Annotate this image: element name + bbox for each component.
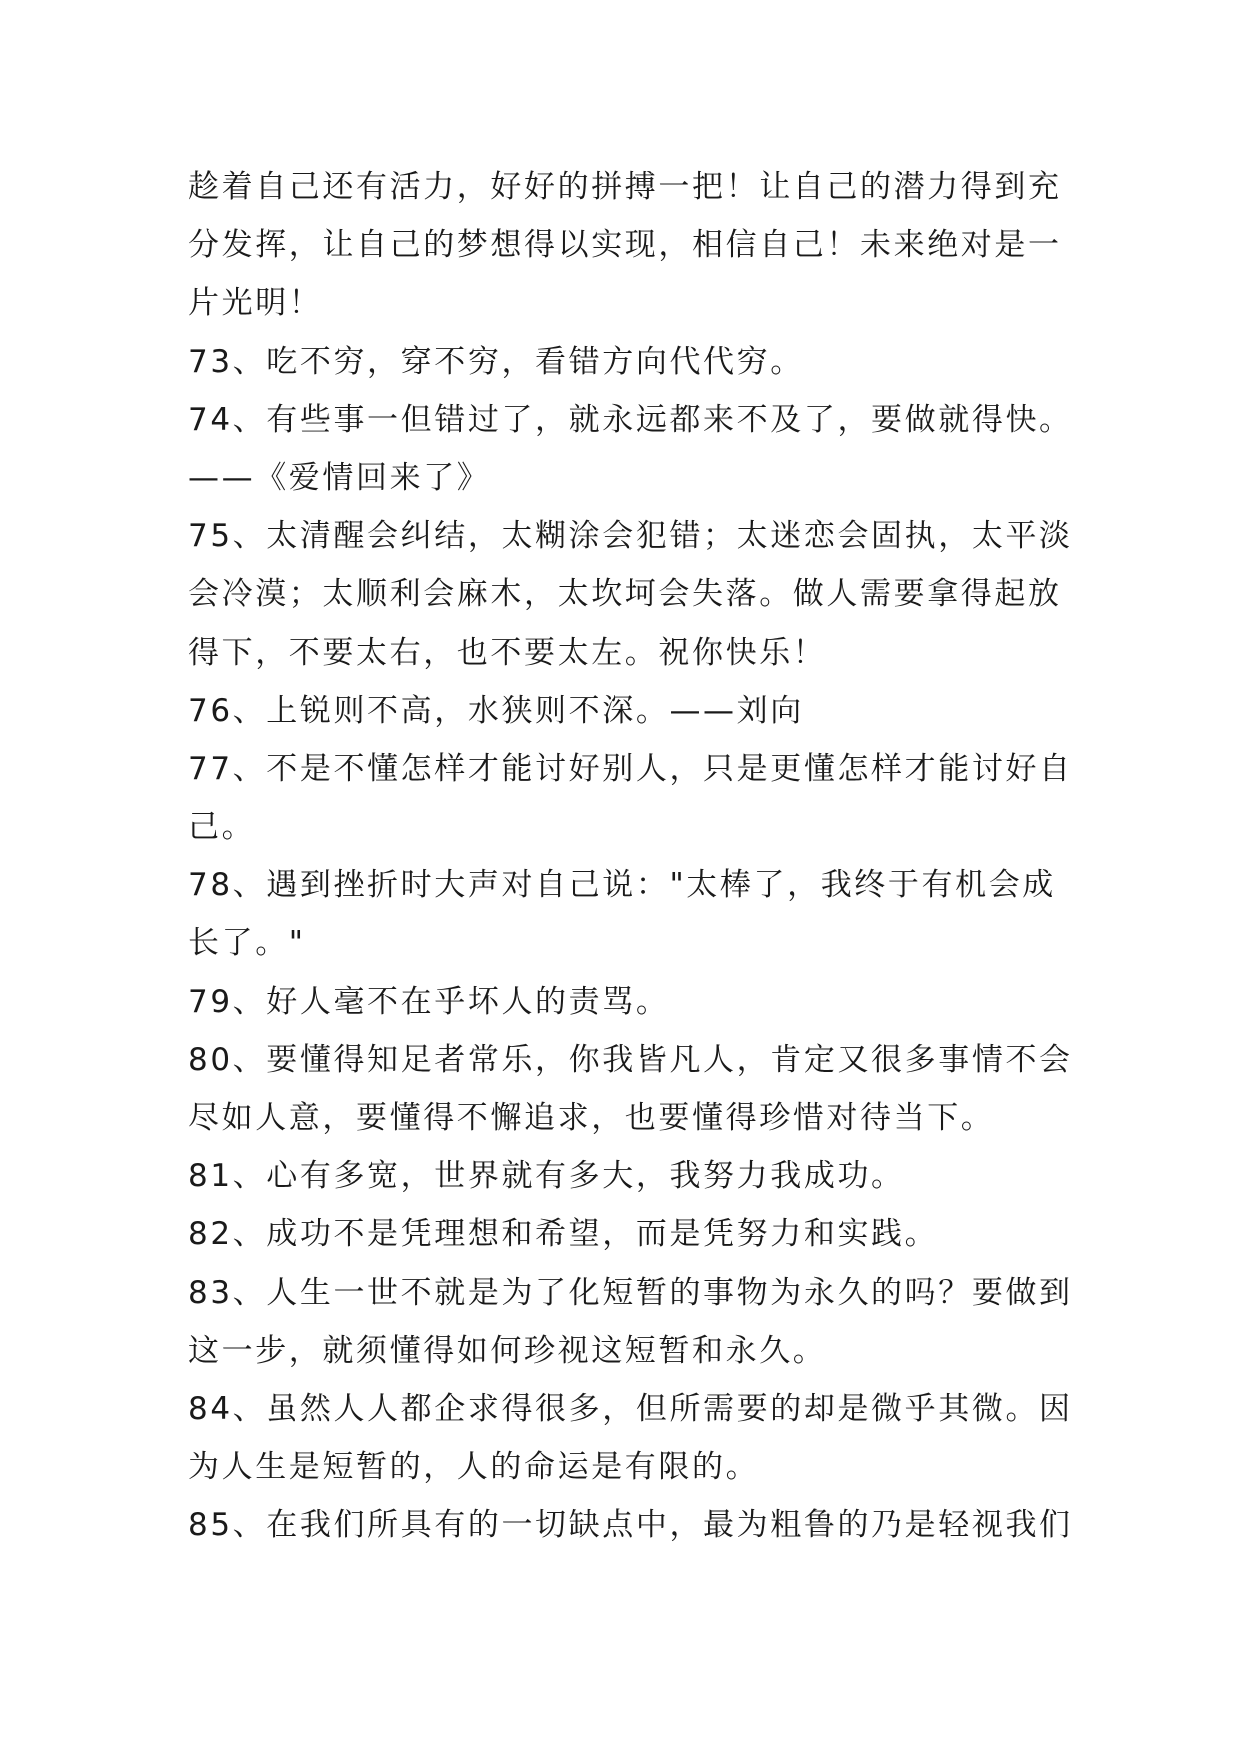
text-line: 得下，不要太右，也不要太左。祝你快乐！: [188, 634, 827, 671]
text-line: 75、太清醒会纠结，太糊涂会犯错；太迷恋会固执，太平淡: [188, 518, 1073, 555]
text-line: 己。: [188, 809, 256, 846]
text-line: 81、心有多宽，世界就有多大，我努力我成功。: [188, 1158, 905, 1195]
text-line: 85、在我们所具有的一切缺点中，最为粗鲁的乃是轻视我们: [188, 1507, 1073, 1544]
text-line: 76、上锐则不高，水狭则不深。——刘向: [188, 692, 804, 729]
text-line: 74、有些事一但错过了，就永远都来不及了，要做就得快。: [188, 401, 1073, 438]
text-line: 分发挥，让自己的梦想得以实现，相信自己！未来绝对是一: [188, 227, 1062, 264]
text-line: 长了。": [188, 925, 306, 962]
text-line: ——《爱情回来了》: [188, 459, 491, 496]
text-line: 尽如人意，要懂得不懈追求，也要懂得珍惜对待当下。: [188, 1100, 995, 1136]
text-line: 片光明！: [188, 285, 323, 322]
text-line: 84、虽然人人都企求得很多，但所需要的却是微乎其微。因: [188, 1390, 1073, 1427]
text-line: 80、要懂得知足者常乐，你我皆凡人，肯定又很多事情不会: [188, 1041, 1073, 1078]
text-line: 会冷漠；太顺利会麻木，太坎坷会失落。做人需要拿得起放: [188, 576, 1062, 613]
text-line: 这一步，就须懂得如何珍视这短暂和永久。: [188, 1332, 827, 1369]
text-line: 83、人生一世不就是为了化短暂的事物为永久的吗？要做到: [188, 1274, 1073, 1311]
text-line: 79、好人毫不在乎坏人的责骂。: [188, 983, 670, 1020]
text-line: 78、遇到挫折时大声对自己说："太棒了，我终于有机会成: [188, 867, 1056, 904]
text-line: 为人生是短暂的，人的命运是有限的。: [188, 1449, 760, 1486]
text-line: 趁着自己还有活力，好好的拼搏一把！让自己的潜力得到充: [188, 169, 1062, 205]
text-line: 77、不是不懂怎样才能讨好别人，只是更懂怎样才能讨好自: [188, 750, 1073, 787]
document-body: [188, 158, 1073, 1555]
text-line: 73、吃不穷，穿不穷，看错方向代代穷。: [188, 343, 804, 380]
text-line: 82、成功不是凭理想和希望，而是凭努力和实践。: [188, 1216, 939, 1253]
